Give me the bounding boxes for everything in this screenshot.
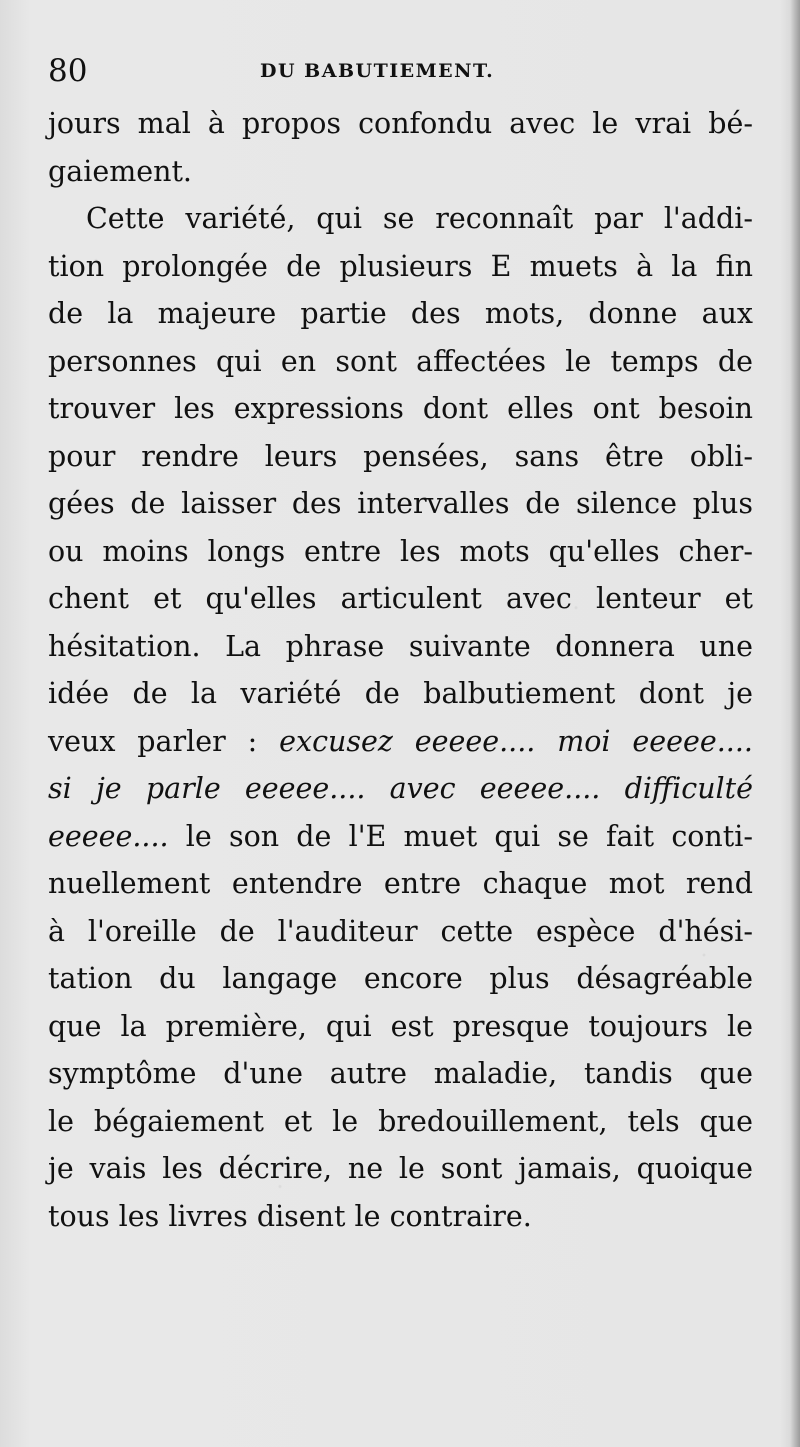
page-number: 80 xyxy=(48,53,88,89)
text-line: trouver les expressions dont elles ont besoin xyxy=(48,392,753,425)
text-line: chent et qu'elles articulent avec lenteur et xyxy=(48,582,753,615)
text-line: le bégaiement et le bredouillement, tels que xyxy=(48,1104,753,1138)
text-line: que la première, qui est presque toujours le xyxy=(48,1009,753,1043)
text-line: Cette variété, qui se reconnaît par l'addi- xyxy=(86,202,753,235)
text-line-roman: le son de l'E muet qui se fait conti- xyxy=(168,819,753,853)
text-line: de la majeure partie des mots, donne aux xyxy=(48,297,753,330)
text-line: je vais les décrire, ne le sont jamais, quoique xyxy=(48,1152,753,1185)
page-header xyxy=(48,46,753,96)
text-line-italic: eeeee.... xyxy=(48,819,169,853)
text-line: tion prolongée de plusieurs E muets à la fin xyxy=(48,249,753,283)
text-line-mixed xyxy=(48,813,753,861)
text-line: hésitation. La phrase suivante donnera une xyxy=(48,629,753,663)
text-line: pour rendre leurs pensées, sans être obli- xyxy=(48,439,753,473)
text-line: tation du langage encore plus désagréable xyxy=(48,962,753,995)
text-line: ou moins longs entre les mots qu'elles cher- xyxy=(48,534,753,568)
text-line: personnes qui en sont affectées le temps de xyxy=(48,344,753,378)
text-line-roman: veux parler : xyxy=(48,724,280,758)
text-line-italic: excusez eeeee.... moi eeeee.... xyxy=(279,724,753,758)
text-line: gées de laisser des intervalles de silence plus xyxy=(48,487,753,520)
page-edge-shadow xyxy=(790,0,800,1447)
text-line: tous les livres disent le contraire. xyxy=(48,1199,532,1233)
text-line-italic: si je parle eeeee.... avec eeeee.... difficulté xyxy=(48,772,753,805)
text-line-mixed xyxy=(48,718,753,766)
text-line: jours mal à propos confondu avec le vrai bé- xyxy=(48,107,753,140)
text-line: symptôme d'une autre maladie, tandis que xyxy=(48,1057,753,1090)
text-line: idée de la variété de balbutiement dont je xyxy=(48,677,753,710)
running-head: DU BABUTIEMENT. xyxy=(260,60,495,82)
text-line: à l'oreille de l'auditeur cette espèce d'hési- xyxy=(48,914,753,948)
text-line: nuellement entendre entre chaque mot rend xyxy=(48,867,753,900)
text-line: gaiement. xyxy=(48,154,192,188)
body-text xyxy=(48,100,753,1240)
